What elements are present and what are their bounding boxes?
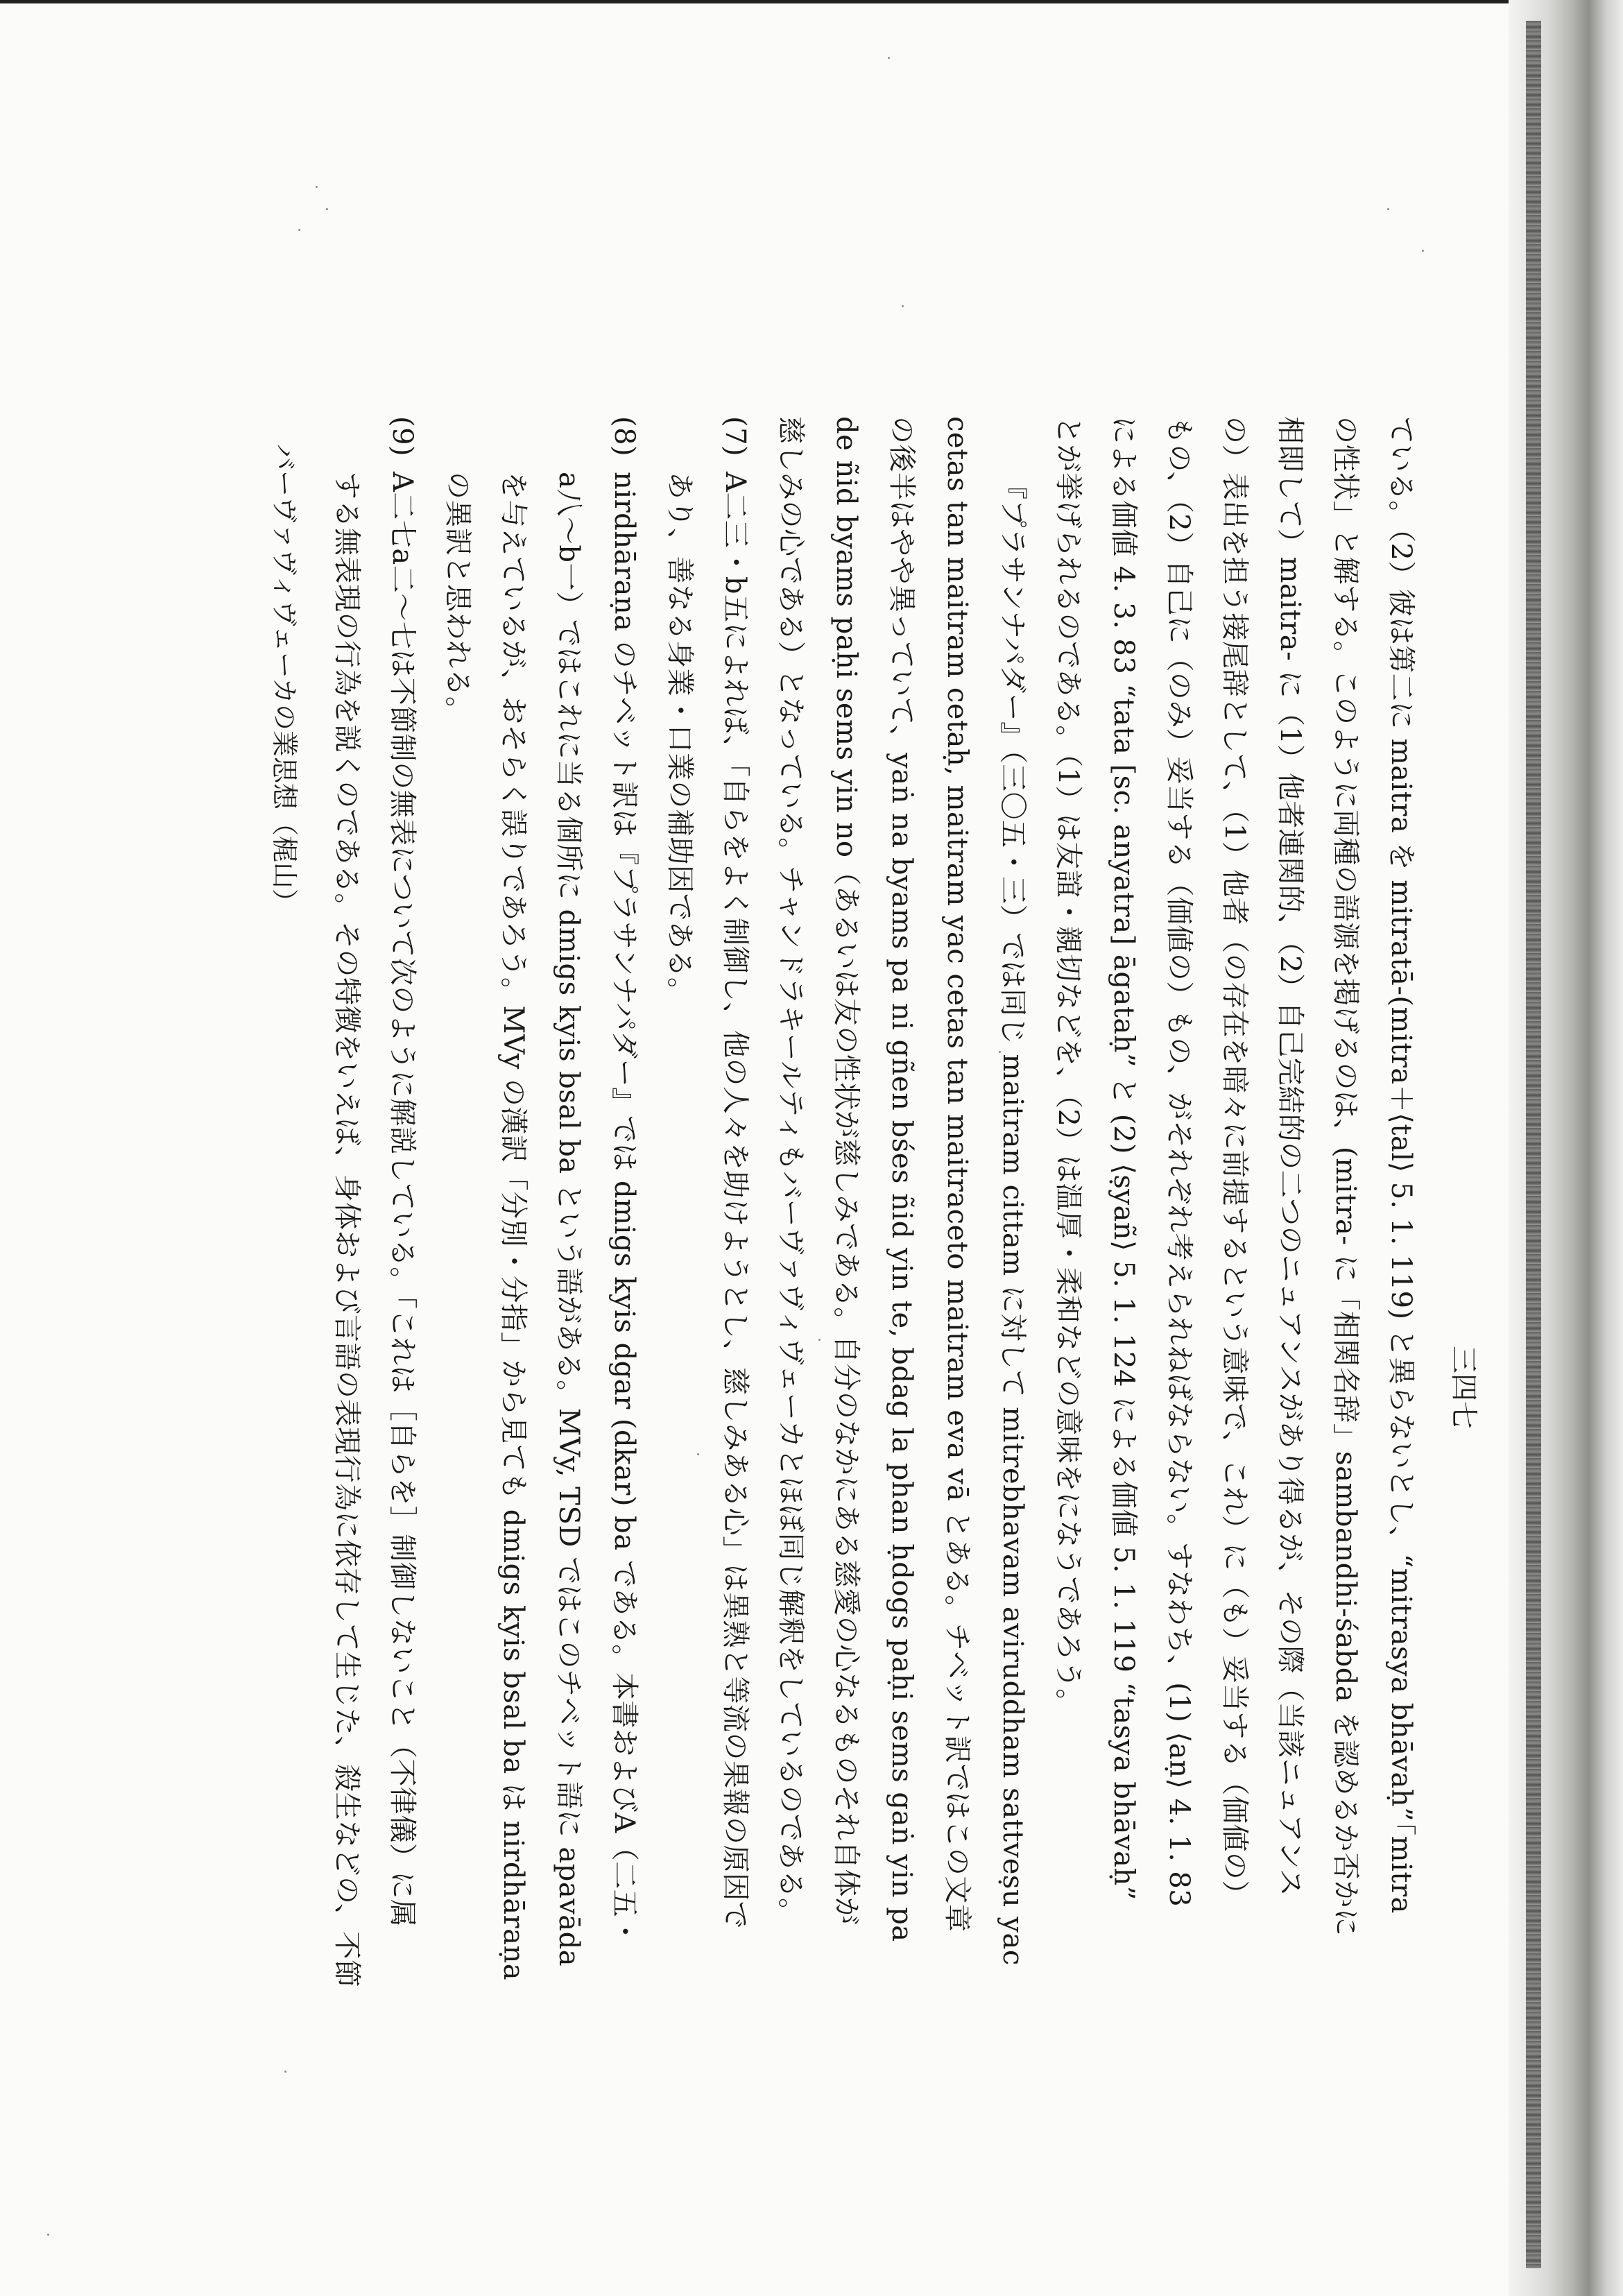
scan-speck — [1387, 208, 1389, 210]
scan-speck — [1422, 250, 1424, 252]
footnote-8: (8)nirdhāraṇa のチベット訳は『プラサンナパダー』では dmigs kyis dgar (dkar) ba である。本書およびA（二五・ — [608, 416, 640, 1946]
body-line: cetas tan maitram cetaḥ, maitram yac cetas tan maitraceto maitram eva vā とある。チベット訳ではこの文章 — [941, 416, 973, 1933]
footnote-9: (9)A二七a二～七は不節制の無表について次のように解説している。「これは［自らを］制御しないこと（不律儀）に属 — [386, 416, 418, 1928]
body-line: もの、（2）自己に（のみ）妥当する（価値の）もの、がそれぞれ考えられねばならない。すなわち、(1) ⟨aṇ⟩ 4. 1. 83 — [1163, 416, 1195, 1908]
body-line: 相即して）maitra- に（1）他者連関的、（2）自己完結的の二つのニュアンスがあり得るが、その際（当該ニュアンス — [1274, 416, 1306, 1897]
body-line: の性状」と解する。このように両種の語源を掲げるのは、(mitra- に「相関名辞」sambandhi-śabda を認めるか否かに — [1330, 416, 1362, 1937]
body-line: の）表出を担う接尾辞として、（1）他者（の存在を暗々に前提するという意味で、これ）に（も）妥当する（価値の） — [1219, 416, 1251, 1908]
body-line: の異訳と思われる。 — [442, 472, 474, 725]
footnote-7: (7)A二三・b五によれば、「自らをよく制御し、他の人々を助けようとし、慈しみある心」は異熟と等流の果報の原因で — [719, 416, 751, 1929]
body-line: de ñid byams paḥi sems yin no（あるいは友の性状が慈しみである。自分のなかにある慈愛の心なるものそれ自体が — [830, 416, 862, 1926]
scan-speck — [298, 229, 300, 231]
body-line: あり、善なる身業・口業の補助因である。 — [664, 472, 696, 1006]
body-line: による価値 4. 3. 83 “tata [sc. anyatra] āgataḥ” と (2) ⟨ṣyañ⟩ 5. 1. 124 による価値 5. 1. 119 “tasya bhāvaḥ” — [1108, 416, 1140, 1901]
scan-speck — [888, 57, 890, 59]
scan-speck — [902, 305, 904, 307]
page-gutter-edge — [1526, 21, 1541, 2268]
body-line: 『プラサンナパダー』（三〇五・三）では同じ maitram cittam に対して mitrebhavam aviruddham sattveṣu yac — [997, 472, 1029, 1966]
body-line: する無表現の行為を説くのである。その特徴をいえば、身体および言語の表現行為に依存して生じた、殺生などの、不節 — [331, 472, 363, 1988]
page-number: 三四七 — [1448, 1346, 1479, 1429]
footnote-number: (8) — [608, 416, 640, 457]
body-line: の後半はやや異っていて、yaṅ na byams pa ni gñen bśes ñid yin te, bdag la phan ḥdogs paḥi sems gaṅ yin pa — [886, 416, 918, 1942]
body-line: とが挙げられるのである。（1）は友誼・親切などを、（2）は温厚・柔和などの意味をになうであろう。 — [1052, 416, 1084, 1717]
scan-speck — [284, 2071, 286, 2073]
running-head: バーヴァヴィヴェーカの業思想（梶山） — [269, 444, 300, 916]
body-line: を与えているが、おそらく誤りであろう。MVy の漢訳「分別・分指」から見ても dmigs kyis bsal ba は nirdhāraṇa — [497, 472, 529, 1981]
body-line: a八～b一）ではこれに当る個所に dmigs kyis bsal ba という語がある。MVy, TSD ではこのチベット語に apavāda — [553, 472, 585, 1967]
top-edge-shadow — [0, 0, 1623, 3]
footnote-number: (7) — [719, 416, 751, 457]
body-line: 慈しみの心である）となっている。チャンドラキールティもバーヴァヴィヴェーカとほぼ同じ解釈をしているのである。 — [775, 416, 807, 1926]
scan-speck — [316, 186, 318, 188]
body-line: ている。（2）彼は第二に maitra を mitratā-(mitra＋⟨tal⟩ 5. 1. 119) と異らないとし、“mitrasya bhāvaḥ”「mitra — [1385, 416, 1417, 1914]
scan-speck — [47, 2234, 49, 2236]
footnote-number: (9) — [386, 416, 418, 457]
vertical-text-page — [269, 416, 1479, 1988]
scan-speck — [326, 208, 328, 210]
